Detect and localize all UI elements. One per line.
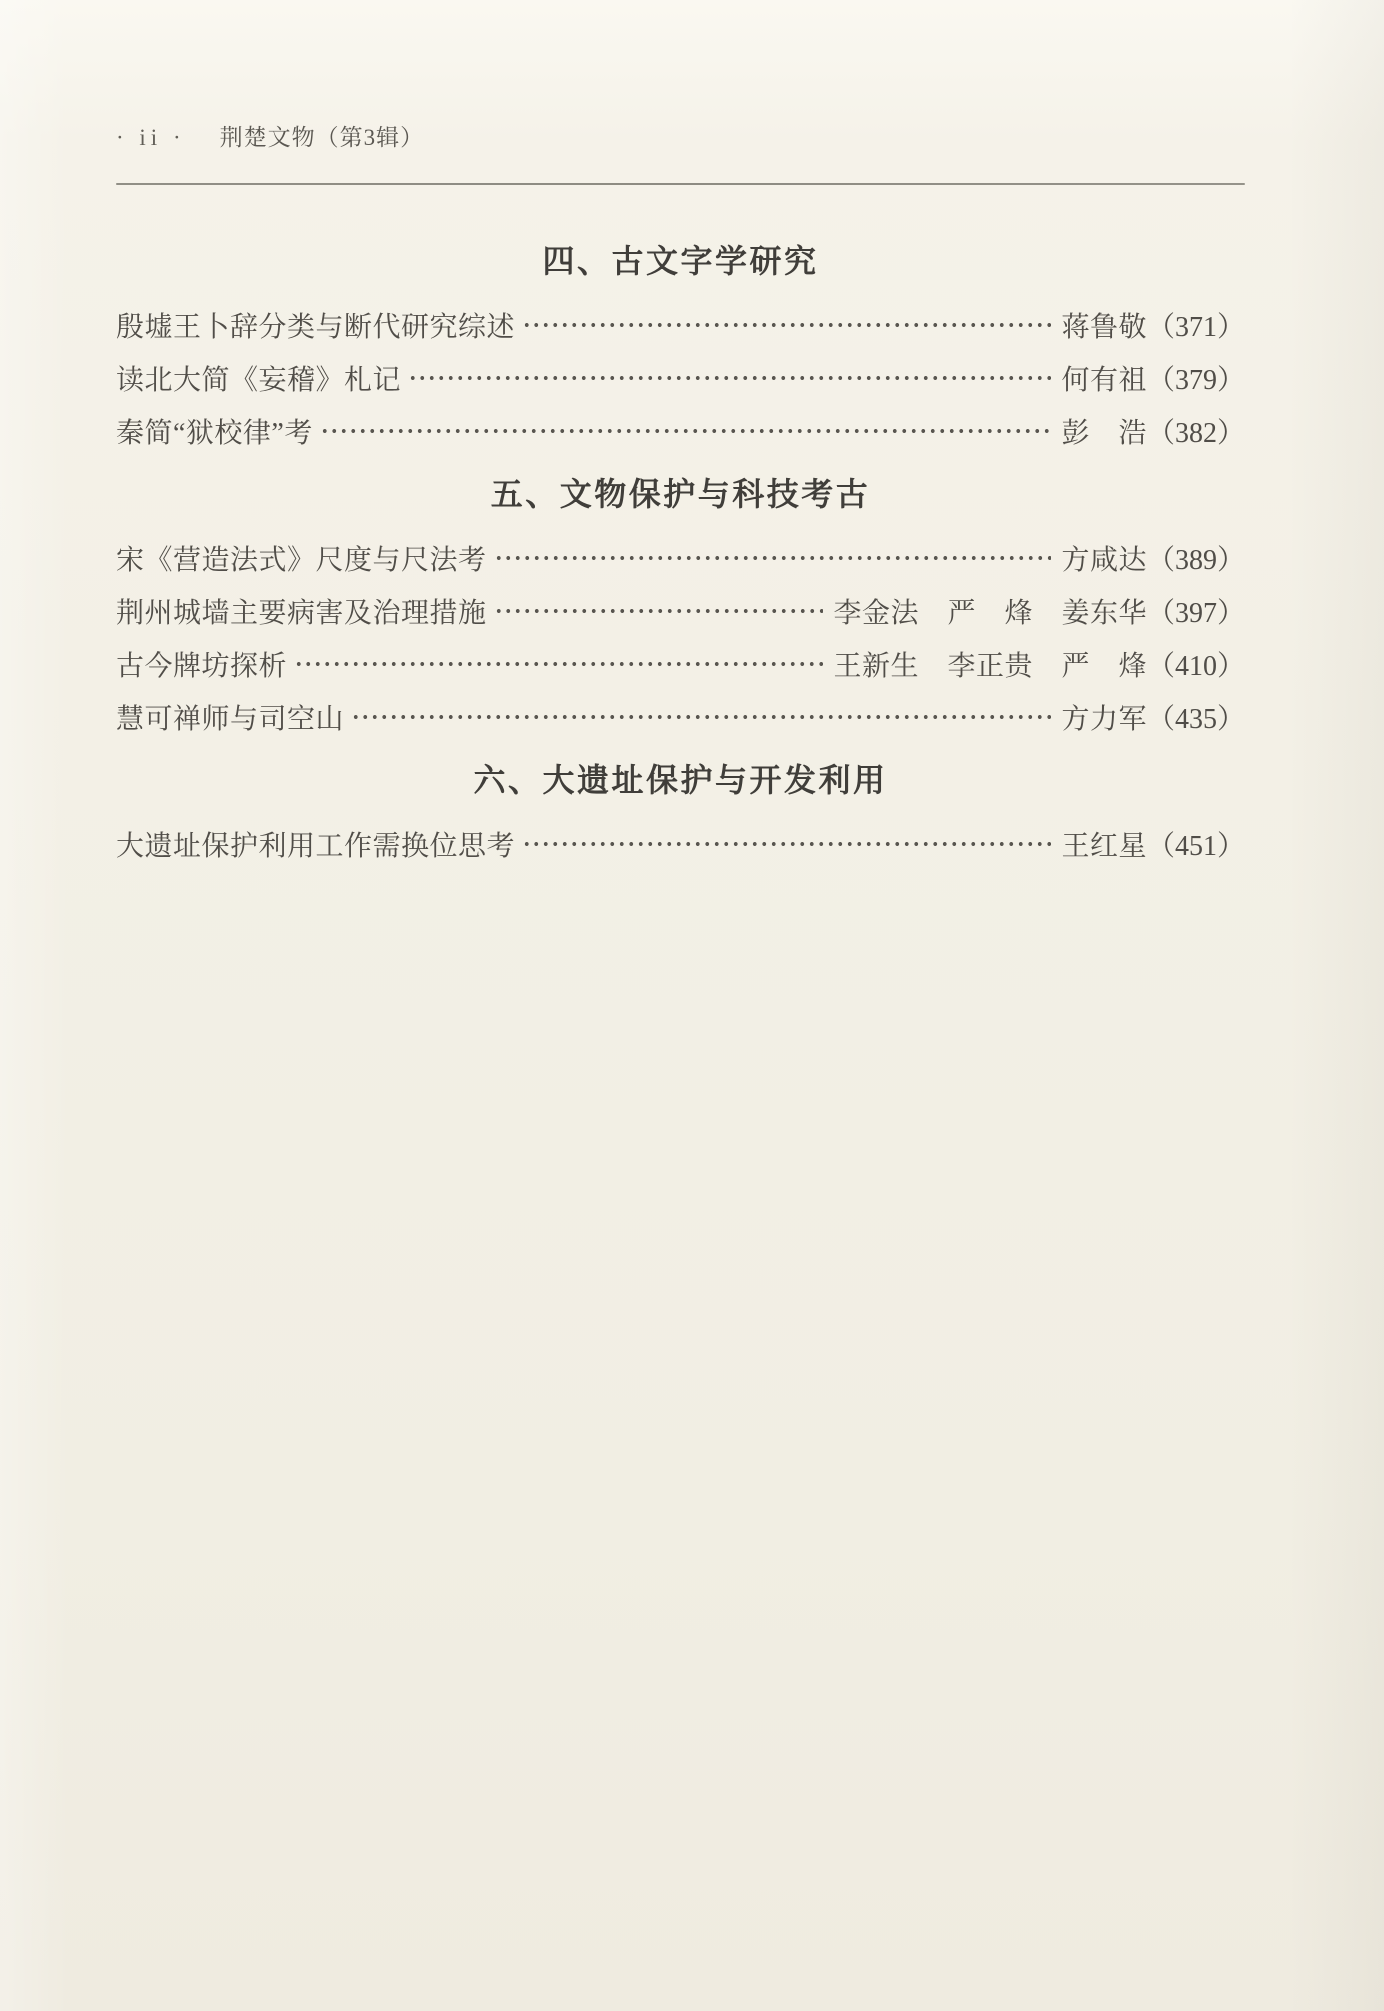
entry-authors: 何有祖 xyxy=(1061,364,1147,396)
dot-leader xyxy=(351,690,1051,743)
toc-section-4 xyxy=(116,239,1245,457)
entry-title: 读北大简《妄稽》札记 xyxy=(116,364,402,396)
entry-page-number: （389） xyxy=(1146,544,1245,576)
entry-authors: 方咸达 xyxy=(1061,544,1147,576)
page-content xyxy=(0,0,1384,870)
entry-authors: 李金法 严 烽 姜东华 xyxy=(833,597,1147,629)
entry-authors: 彭 浩 xyxy=(1061,417,1147,449)
entry-authors: 方力军 xyxy=(1061,703,1147,735)
entry-authors: 王红星 xyxy=(1061,830,1147,862)
book-title: 荆楚文物（第3辑） xyxy=(219,125,425,150)
entry-page-number: （410） xyxy=(1146,650,1245,682)
dot-leader xyxy=(408,351,1051,404)
entry-page-number: （397） xyxy=(1146,597,1245,629)
toc-entry xyxy=(116,637,1245,690)
entry-title: 荆州城墙主要病害及治理措施 xyxy=(116,597,487,629)
entry-title: 慧可禅师与司空山 xyxy=(116,703,345,735)
entry-authors: 蒋鲁敬 xyxy=(1061,311,1147,343)
folio-page-number: · ii · xyxy=(116,125,186,150)
section-heading: 六、大遗址保护与开发利用 xyxy=(473,762,888,798)
toc-entry xyxy=(116,690,1245,743)
entry-title: 殷墟王卜辞分类与断代研究综述 xyxy=(116,311,516,343)
toc-section-6 xyxy=(116,758,1245,870)
entry-authors: 王新生 李正贵 严 烽 xyxy=(833,650,1147,682)
dot-leader xyxy=(294,637,823,690)
entry-page-number: （371） xyxy=(1146,311,1245,343)
entry-title: 宋《营造法式》尺度与尺法考 xyxy=(116,544,487,576)
header-rule xyxy=(116,183,1245,185)
dot-leader xyxy=(320,404,1052,457)
entry-page-number: （451） xyxy=(1146,830,1245,862)
toc-entry xyxy=(116,817,1245,870)
toc-entry xyxy=(116,298,1245,351)
toc-entry xyxy=(116,531,1245,584)
running-header xyxy=(116,122,1245,154)
entry-title: 秦简“狱校律”考 xyxy=(116,417,313,449)
toc-entry xyxy=(116,584,1245,637)
section-heading: 四、古文字学研究 xyxy=(542,243,819,279)
dot-leader xyxy=(522,298,1051,351)
toc-section-5 xyxy=(116,472,1245,743)
dot-leader xyxy=(494,531,1052,584)
entry-page-number: （382） xyxy=(1146,417,1245,449)
entry-title: 大遗址保护利用工作需换位思考 xyxy=(116,830,516,862)
entry-page-number: （435） xyxy=(1146,703,1245,735)
section-heading: 五、文物保护与科技考古 xyxy=(490,476,871,512)
toc-entry xyxy=(116,404,1245,457)
entry-page-number: （379） xyxy=(1146,364,1245,396)
entry-title: 古今牌坊探析 xyxy=(116,650,288,682)
dot-leader xyxy=(494,584,824,637)
toc-entry xyxy=(116,351,1245,404)
dot-leader xyxy=(522,817,1051,870)
